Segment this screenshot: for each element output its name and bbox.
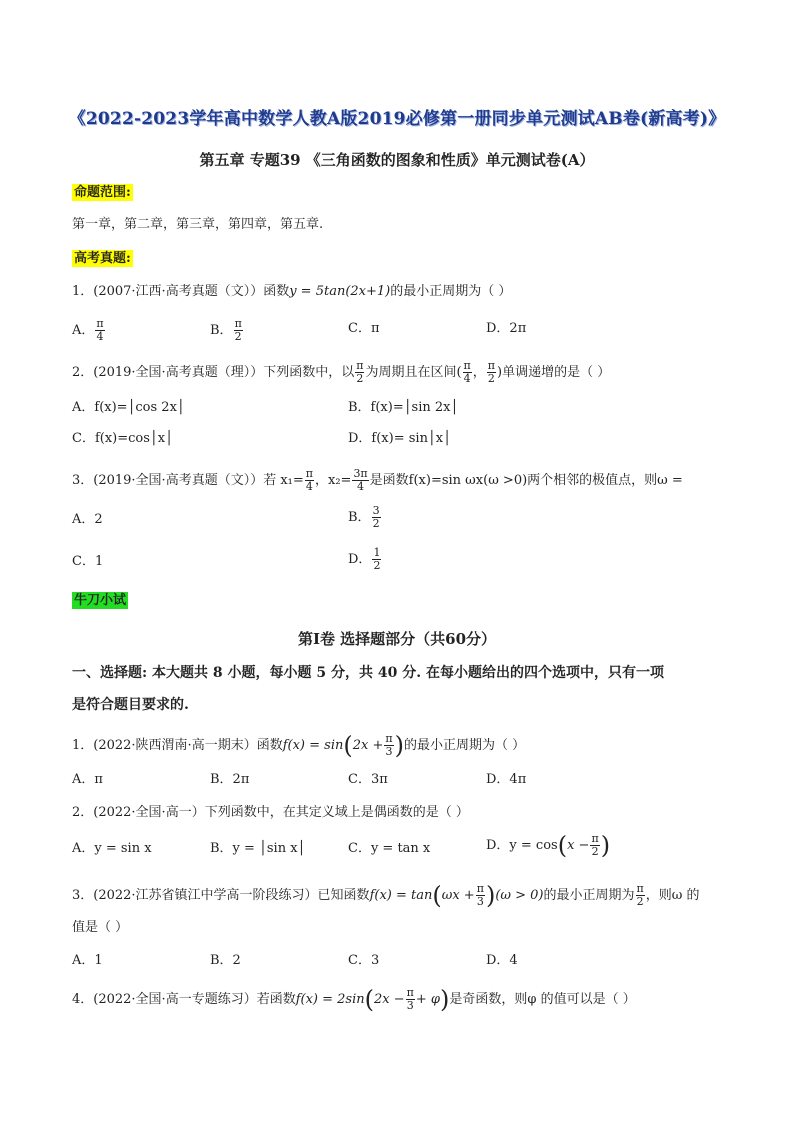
- question-3: 3．(2022·江苏省镇江中学高一阶段练习）已知函数f(x) = tan(ωx + $\frac{\pi}{3}$ )(ω > 0)的最小正周期为 $\frac{\pi}{2}$ ，则ω 的: [72, 881, 700, 910]
- scope-label: 命题范围:: [74, 185, 131, 200]
- q2-option-b: B．y = │sin x│: [210, 841, 306, 856]
- gk-q1-option-a: A． $\frac{\pi}{4}$: [72, 317, 104, 343]
- q2-option-d: D．y = cos(x − $\frac{\pi}{2}$ ): [486, 831, 611, 860]
- section-title: 第Ⅰ卷 选择题部分（共60分）: [297, 630, 497, 648]
- section-intro-1: 一、选择题: 本大题共 8 小题，每小题 5 分，共 40 分. 在每小题给出的四个选项中，只有一项: [72, 665, 664, 681]
- question-2: 2．(2022·全国·高一）下列函数中，在其定义域上是偶函数的是（ ）: [72, 805, 469, 820]
- gk-q2-option-a: A．f(x)=│cos 2x│: [72, 400, 185, 415]
- gk-q3-option-b: B． $\frac{3}{2}$: [348, 504, 380, 530]
- q3-option-a: A．1: [72, 953, 103, 968]
- document-subtitle: 第五章 专题39 《三角函数的图象和性质》单元测试卷(A）: [199, 151, 595, 169]
- question-stem: 1．(2007·江西·高考真题（文））函数: [72, 284, 290, 299]
- gk-question-2: 2．(2019·全国·高考真题（理））下列函数中，以 $\frac{\pi}{2}$ 为周期且在区间( $\frac{\pi}{4}$ ， $\frac{\pi}{2}$ )单调递增的是（ ）: [72, 359, 611, 385]
- q1-option-d: D．4π: [486, 772, 527, 787]
- q1-option-b: B．2π: [210, 772, 250, 787]
- gk-q3-option-d: D． $\frac{1}{2}$: [348, 546, 381, 572]
- gk-q2-option-b: B．f(x)=│sin 2x│: [348, 400, 459, 415]
- section-intro-2: 是符合题目要求的.: [72, 697, 189, 713]
- gk-q1-option-c: C．π: [348, 321, 380, 336]
- question-1: 1．(2022·陕西渭南·高一期末）函数f(x) = sin(2x + $\frac{\pi}{3}$ )的最小正周期为（ ）: [72, 731, 526, 760]
- gk-q2-option-d: D．f(x)= sin│x│: [348, 431, 451, 446]
- gaokao-label-line: [72, 250, 133, 268]
- question-4: 4．(2022·全国·高一专题练习）若函数f(x) = 2sin(2x − $\frac{\pi}{3}$ + φ)是奇函数，则φ 的值可以是（ ）: [72, 985, 636, 1014]
- document-title: 《2022-2023学年高中数学人教A版2019必修第一册同步单元测试AB卷(新高考)》: [68, 109, 726, 129]
- q3-option-c: C．3: [348, 953, 380, 968]
- q2-option-a: A．y = sin x: [72, 841, 152, 856]
- question-stem: 的最小正周期为（ ）: [390, 284, 512, 299]
- niudao-label-line: [72, 592, 128, 610]
- scope-label-line: [72, 184, 133, 202]
- gk-question-1: [72, 283, 511, 301]
- formula: y = 5tan(2x+1): [289, 284, 391, 299]
- gk-question-3: 3．(2019·全国·高考真题（文））若 x₁= $\frac{\pi}{4}$ ，x₂= $\frac{3\pi}{4}$ 是函数f(x)=sin ωx(ω >0)两个相邻的极值点，则ω =: [72, 467, 683, 493]
- q2-option-c: C．y = tan x: [348, 841, 431, 856]
- gk-q3-option-a: A．2: [72, 512, 103, 527]
- gk-q1-option-b: B． $\frac{\pi}{2}$: [210, 317, 242, 343]
- q1-option-c: C．3π: [348, 772, 388, 787]
- gk-q3-option-c: C．1: [72, 554, 104, 569]
- gk-q2-option-c: C．f(x)=cos│x│: [72, 431, 173, 446]
- q1-option-a: A．π: [72, 772, 103, 787]
- question-3-cont: 值是（ ）: [72, 920, 129, 935]
- niudao-label: 牛刀小试: [74, 593, 127, 608]
- q3-option-d: D．4: [486, 953, 518, 968]
- gk-q1-option-d: D．2π: [486, 321, 527, 336]
- scope-text: 第一章，第二章，第三章，第四章，第五章.: [72, 217, 324, 232]
- gaokao-label: 高考真题:: [74, 251, 131, 266]
- q3-option-b: B．2: [210, 953, 241, 968]
